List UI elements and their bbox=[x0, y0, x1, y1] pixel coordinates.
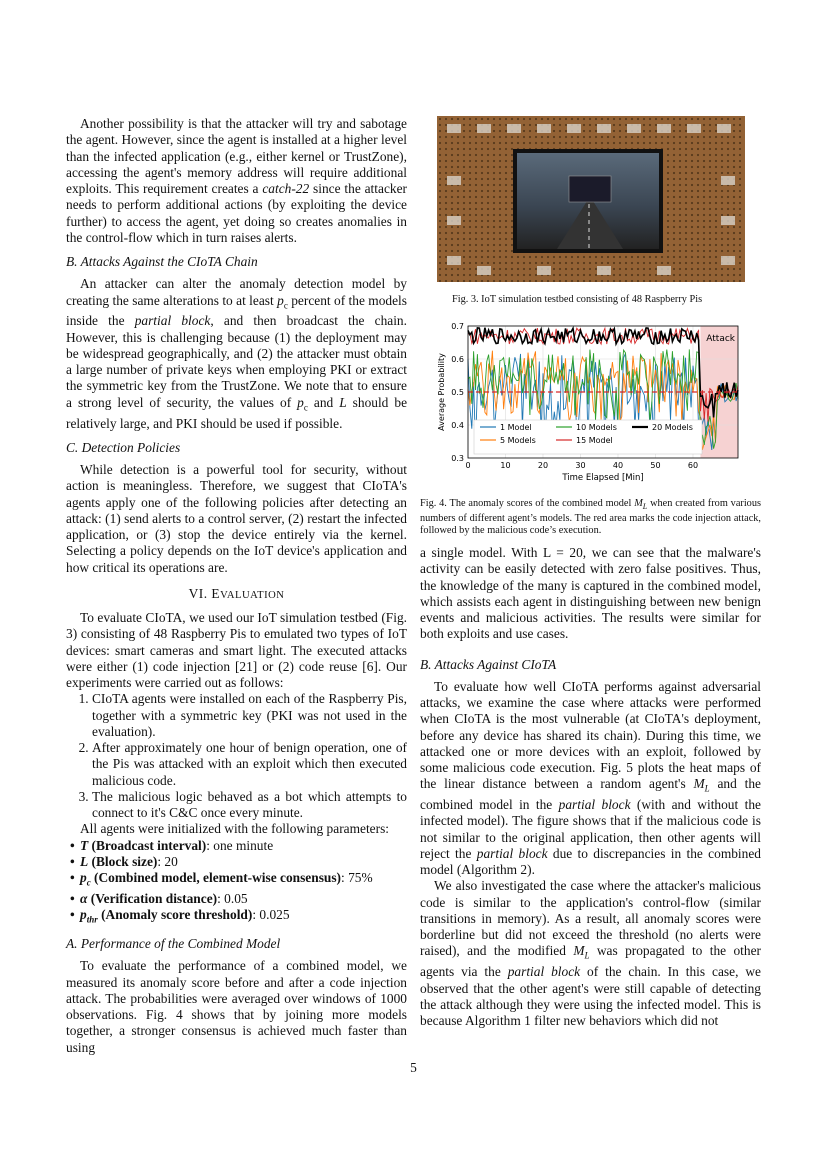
anomaly-score-chart bbox=[434, 318, 744, 488]
section-title: VI. EVALUATION bbox=[188, 585, 285, 601]
paragraph: To evaluate CIoTA, we used our IoT simulation testbed (Fig. 3) consisting of 48 Raspberry Pis to emulated two types of IoT devices: smart cameras and smart light. The executed attacks were either (1) code injection [21] or (2) code reuse [6]. Our experiments were carried out as follows: bbox=[66, 610, 407, 691]
section-heading: B. Attacks Against the CIoTA Chain bbox=[66, 254, 258, 269]
x-tick-label: 20 bbox=[537, 461, 549, 470]
x-tick-label: 10 bbox=[500, 461, 511, 470]
x-tick-label: 30 bbox=[575, 461, 586, 470]
paragraph: We also investigated the case where the attacker's malicious code is similar to the application's control-flow (similar transitions in memory). As a result, all anomaly scores were borderline but did not exceed the threshold (no alerts were raised), and the modified $M_L$ was propagated to the other agents via the partial block of the chain. In this case, we observed that the other agent's were still capable of detecting the attack although they were using the infected model. This is because Algorithm 1 filter new behaviors which did not bbox=[420, 878, 761, 1029]
legend-label: 5 Models bbox=[500, 436, 536, 445]
legend-label: 1 Model bbox=[500, 423, 532, 432]
paragraph: a single model. With L = 20, we can see that the malware's activity can be easily detected with zero false positives. Thus, the knowledge of the many is captured in the combined model, which assists each agent in distinguishing between new benign events and malicious activities. The results were similar for both exploits and use cases. bbox=[420, 545, 761, 642]
list-item: • T (Broadcast interval): one minute bbox=[80, 838, 407, 854]
list-item: 1. CIoTA agents were installed on each of the Raspberry Pis, together with a symmetric key (PKI was not used in the evaluation). bbox=[92, 691, 407, 740]
paragraph: Another possibility is that the attacker will try and sabotage the agent. However, since the agent is installed at a higher level than the infected application (e.g., either kernel or TrustZone), accessing the agent's memory address will require additional exploits. This requirement creates a catch-22 since the attacker needs to perform additional actions (by exploiting the device further) to access the agent, yet doing so creates anomalies in the control-flow which in turn raises alerts. bbox=[66, 116, 407, 245]
attack-label: Attack bbox=[706, 334, 735, 344]
legend-label: 10 Models bbox=[576, 423, 617, 432]
y-tick-label: 0.3 bbox=[451, 454, 464, 463]
page-number: 5 bbox=[410, 1060, 417, 1075]
list-item: 3. The malicious logic behaved as a bot which attempts to connect to it's C&C once every minute. bbox=[92, 789, 407, 822]
y-axis-label: Average Probability bbox=[437, 353, 446, 431]
x-tick-label: 40 bbox=[612, 461, 624, 470]
list-item: • $p_{thr}$ (Anomaly score threshold): 0.025 bbox=[80, 907, 407, 928]
left-column bbox=[66, 116, 407, 1056]
y-tick-label: 0.7 bbox=[451, 322, 464, 331]
y-tick-label: 0.5 bbox=[451, 388, 464, 397]
section-heading: C. Detection Policies bbox=[66, 439, 181, 455]
list-item: • α (Verification distance): 0.05 bbox=[80, 891, 407, 907]
figure-3-caption: Fig. 3. IoT simulation testbed consisting of 48 Raspberry Pis bbox=[452, 294, 703, 305]
section-heading: B. Attacks Against CIoTA bbox=[420, 656, 557, 672]
x-tick-label: 60 bbox=[687, 461, 699, 470]
legend-label: 15 Model bbox=[576, 436, 613, 445]
x-tick-label: 50 bbox=[650, 461, 661, 470]
list-item: • $p_c$ (Combined model, element-wise consensus): 75% bbox=[80, 870, 407, 891]
paragraph: All agents were initialized with the following parameters: bbox=[80, 821, 390, 837]
list-item: • L (Block size): 20 bbox=[80, 854, 407, 870]
paragraph: To evaluate how well CIoTA performs against adversarial attacks, we examine the case where attacks were performed when CIoTA is the most vulnerable (at CIoTA's deployment, before any device has shared its chain). During this time, we attacked one or more devices with an exploit, followed by some malicious code execution. Fig. 5 plots the heat maps of the linear distance between a random agent's $M_L$ and the combined model in the partial block (with and without the infected model). The figure shows that if the malicious code is not similar to the original application, then other agents will reject the partial block due to discrepancies in the combined model (Algorithm 2). bbox=[420, 678, 761, 878]
paragraph: An attacker can alter the anomaly detection model by creating the same alterations to at least $p_c$ percent of the models inside the partial block, and then broadcast the chain. However, this is challenging because (1) the deployment may be widespread geographically, and (2) the attacker must obtain a large number of private keys when employing PKI or extract the symmetric key from the TrustZone. We note that to ensure a strong level of security, the values of $p_c$ and L should be relatively large, and PKI should be used if possible. bbox=[66, 276, 408, 431]
figure-4-caption: Fig. 4. The anomaly scores of the combined model $M_L$ when created from various numbers of different agent’s models. The red area marks the code injection attack, followed by the malicious code’s execution. bbox=[420, 498, 761, 537]
params-list bbox=[66, 838, 407, 929]
paragraph: While detection is a powerful tool for security, without action is meaningless. Therefore, we suggest that CIoTA's agents apply one of the following policies after detecting an attack: (1) send alerts to a control server, (2) restart the infected application, or (3) stop the device entirely via the kernel. Selecting a policy depends on the IoT device's application and how critical its operations are. bbox=[66, 462, 407, 575]
y-tick-label: 0.4 bbox=[451, 421, 464, 430]
right-column bbox=[420, 545, 761, 1029]
steps-list bbox=[66, 691, 407, 821]
y-tick-label: 0.6 bbox=[451, 355, 464, 364]
x-axis-label: Time Elapsed [Min] bbox=[562, 473, 644, 483]
testbed-photo bbox=[437, 116, 745, 282]
legend-label: 20 Models bbox=[652, 423, 693, 432]
paragraph: To evaluate the performance of a combined model, we measured its anomaly score before and after a code injection attack. The probabilities were averaged over windows of 1000 observations. Fig. 4 shows that by joining more models together, a stronger consensus is achieved much faster than using bbox=[66, 958, 407, 1055]
x-tick-label: 0 bbox=[465, 461, 471, 470]
chart-svg bbox=[434, 318, 744, 488]
section-heading: A. Performance of the Combined Model bbox=[66, 936, 281, 952]
list-item: 2. After approximately one hour of benign operation, one of the Pis was attacked with an exploit which then executed malicious code. bbox=[92, 740, 407, 789]
